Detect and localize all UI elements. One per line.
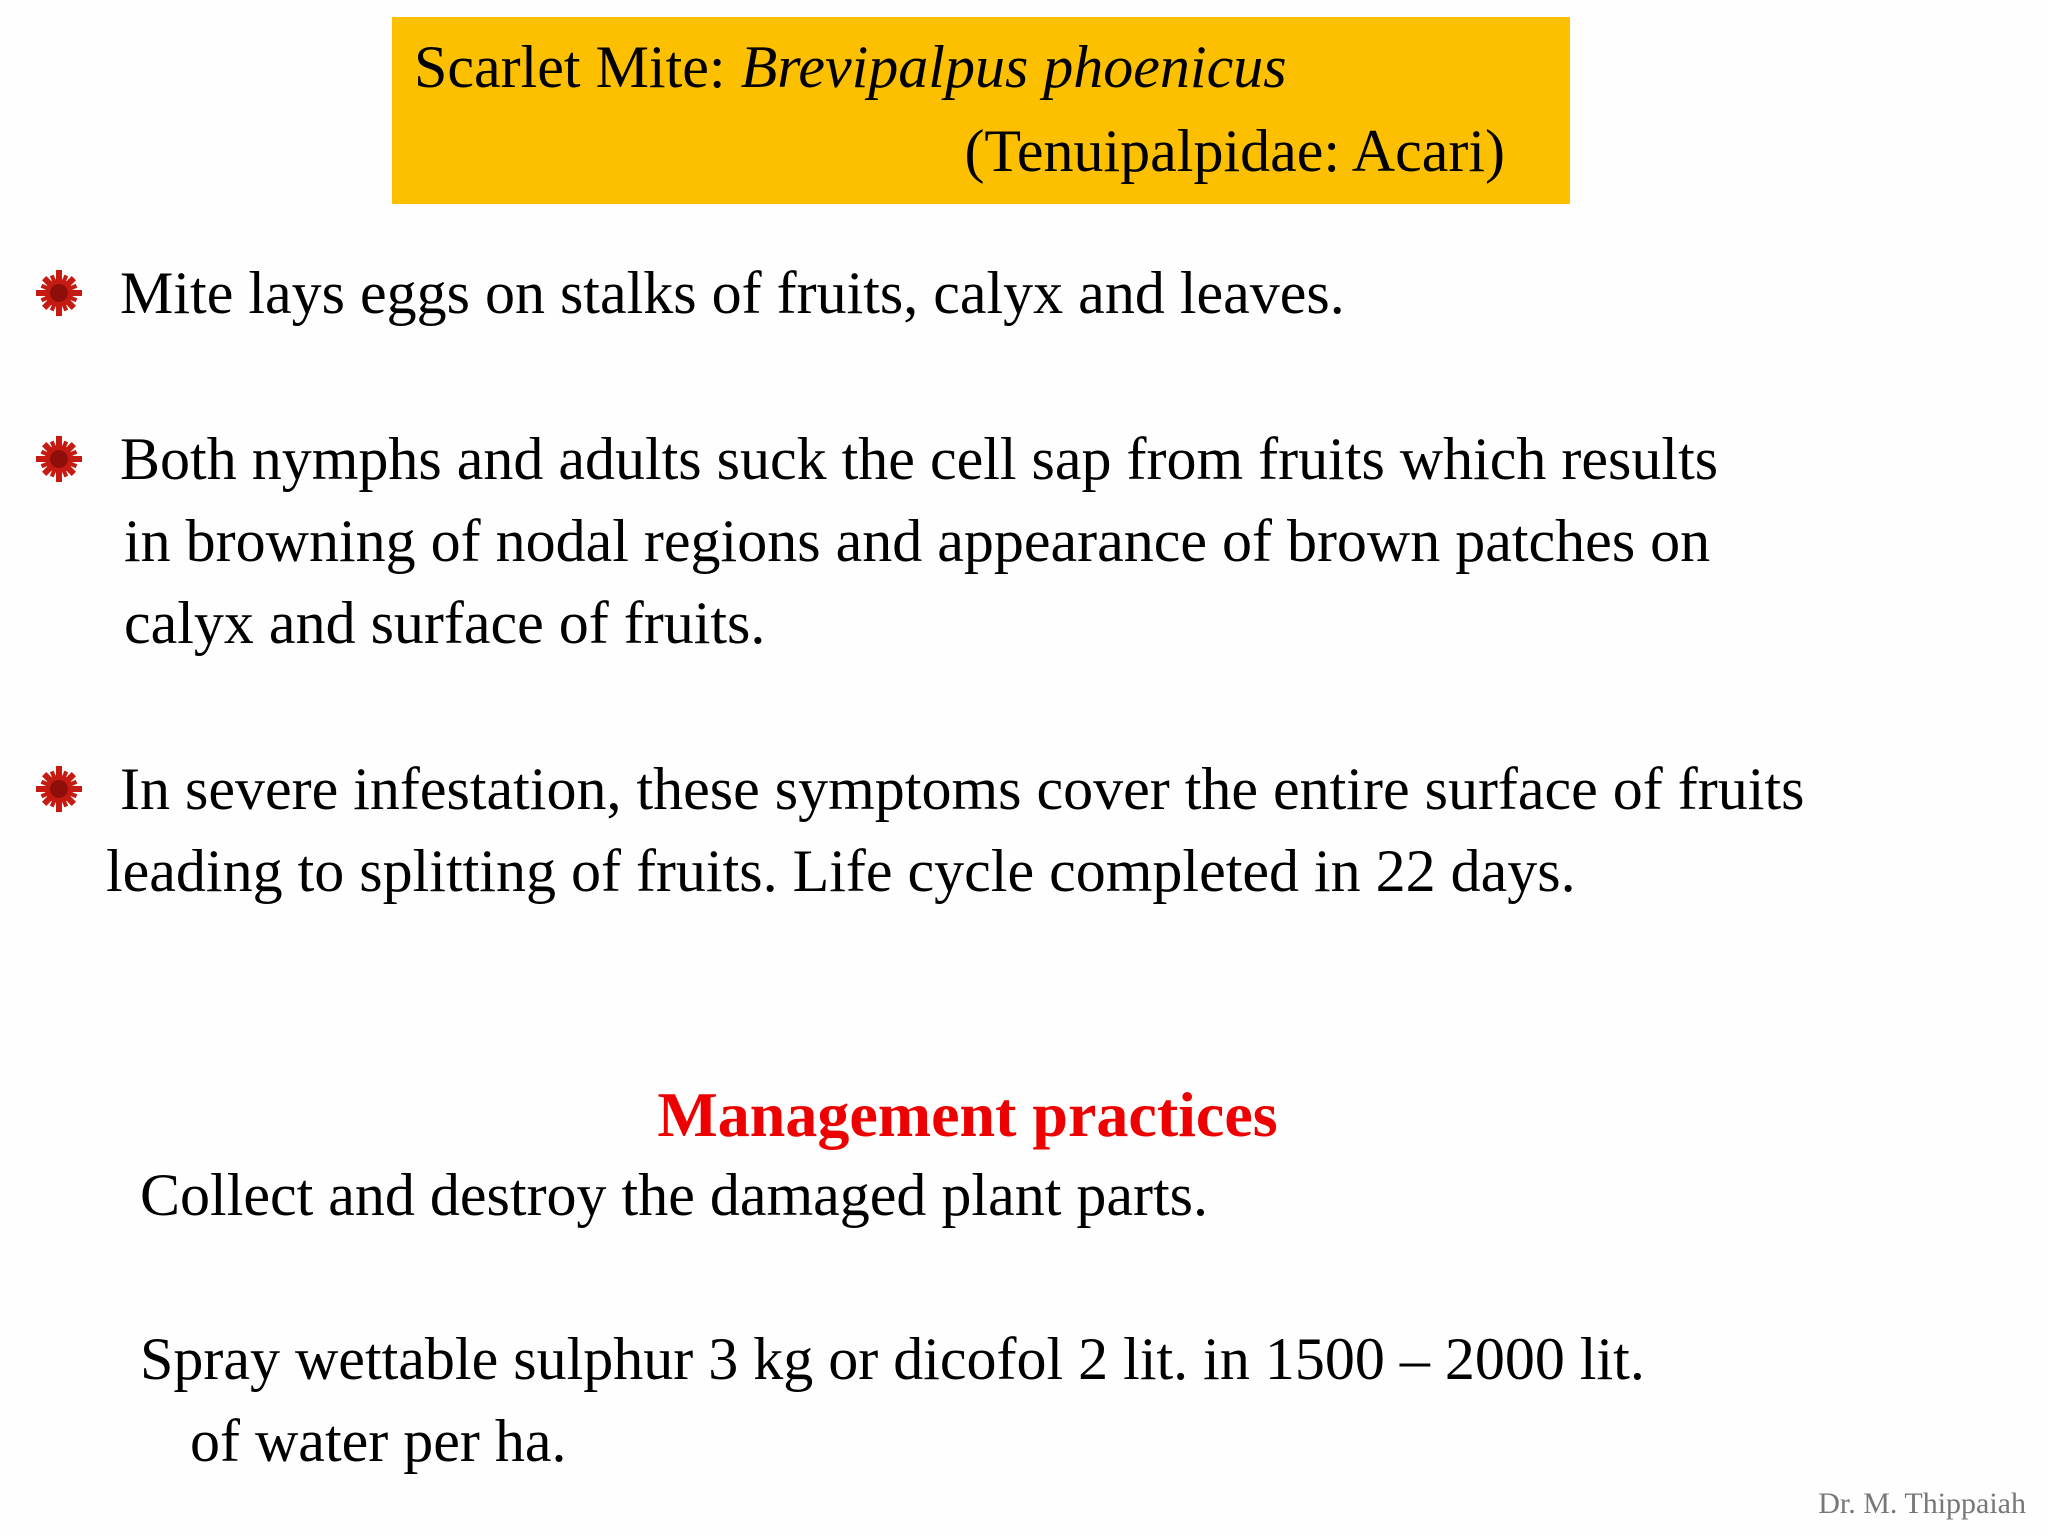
title-line [414,31,1287,103]
management-item-2-line-1: Spray wettable sulphur 3 kg or dicofol 2 lit. in 1500 – 2000 lit. [140,1326,1645,1392]
bullet-1-line-1: Mite lays eggs on stalks of fruits, calyx and leaves. [120,260,1345,326]
bullet-3-line-2: leading to splitting of fruits. Life cycle completed in 22 days. [106,838,1576,904]
bullet-2-line-1: Both nymphs and adults suck the cell sap from fruits which results [120,426,1719,492]
management-item-2-line-2: of water per ha. [190,1408,567,1474]
red-star-bullet-icon [34,434,84,484]
classification: (Tenuipalpidae: Acari) [964,118,1505,184]
red-star-bullet-icon [34,268,84,318]
title-label: Scarlet Mite: [414,34,741,100]
management-item-1: Collect and destroy the damaged plant parts. [140,1162,1209,1228]
title-box [392,17,1570,204]
bullet-2-line-2: in browning of nodal regions and appearance of brown patches on [124,508,1711,574]
author-footer: Dr. M. Thippaiah [1818,1487,2026,1520]
red-star-bullet-icon [34,764,84,814]
management-heading: Management practices [657,1079,1278,1150]
bullet-2-line-3: calyx and surface of fruits. [124,590,766,656]
scientific-name: Brevipalpus phoenicus [740,34,1287,100]
bullet-3-line-1: In severe infestation, these symptoms cover the entire surface of fruits [120,756,1805,822]
